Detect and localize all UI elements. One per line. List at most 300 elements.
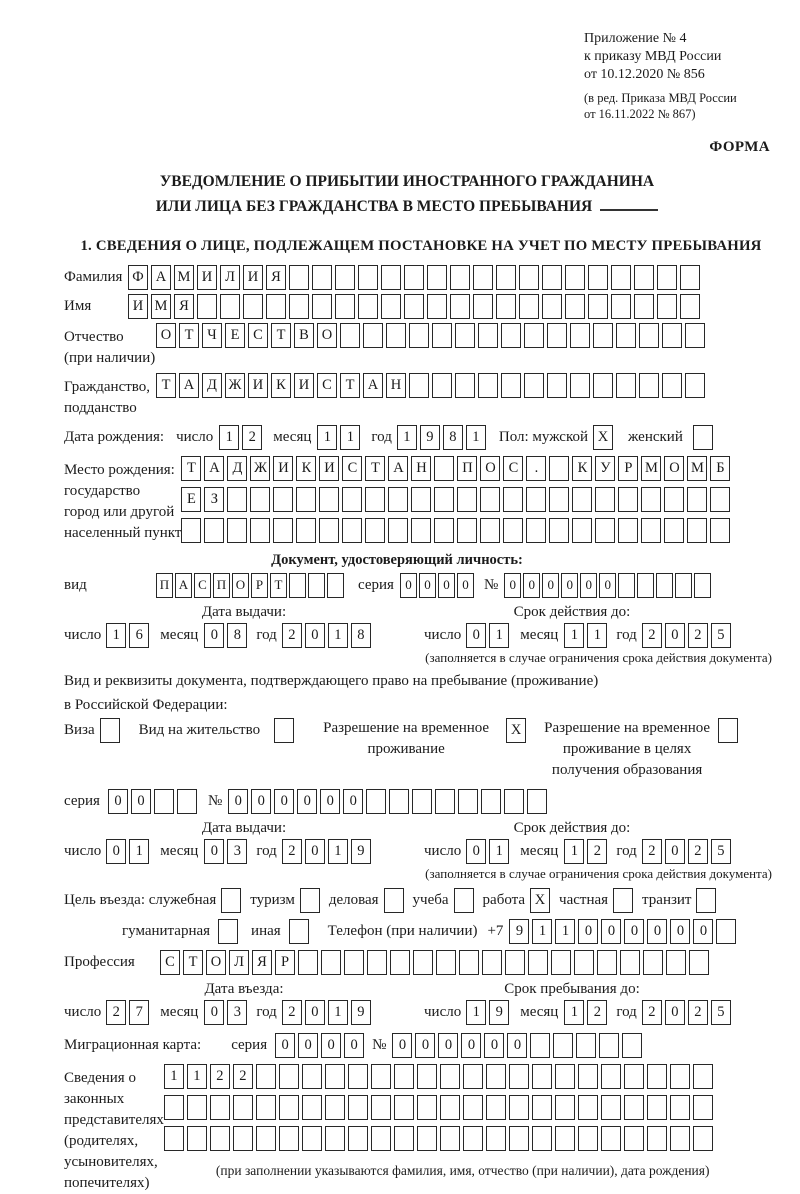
char-cell[interactable]: 0 xyxy=(665,1000,685,1025)
char-cell[interactable]: Д xyxy=(202,373,222,398)
char-cell[interactable]: 0 xyxy=(561,573,578,598)
char-cell[interactable] xyxy=(457,518,477,543)
char-cell[interactable] xyxy=(624,1064,644,1089)
char-cell[interactable] xyxy=(411,518,431,543)
char-cell[interactable] xyxy=(675,573,692,598)
char-cell[interactable] xyxy=(519,294,539,319)
char-cell[interactable]: Р xyxy=(275,950,295,975)
char-cell[interactable] xyxy=(335,294,355,319)
char-cell[interactable] xyxy=(670,1064,690,1089)
char-cell[interactable]: 2 xyxy=(210,1064,230,1089)
char-cell[interactable] xyxy=(578,1126,598,1151)
char-cell[interactable] xyxy=(289,294,309,319)
char-cell[interactable] xyxy=(454,888,474,913)
char-cell[interactable]: К xyxy=(296,456,316,481)
char-cell[interactable] xyxy=(574,950,594,975)
char-cell[interactable] xyxy=(394,1095,414,1120)
char-cell[interactable]: О xyxy=(156,323,176,348)
char-cell[interactable] xyxy=(526,487,546,512)
char-cell[interactable]: Б xyxy=(710,456,730,481)
char-cell[interactable]: 9 xyxy=(351,839,371,864)
char-cell[interactable] xyxy=(524,373,544,398)
char-cell[interactable]: 2 xyxy=(642,1000,662,1025)
char-cell[interactable]: 2 xyxy=(642,839,662,864)
char-cell[interactable]: 2 xyxy=(688,623,708,648)
char-cell[interactable]: 0 xyxy=(461,1033,481,1058)
char-cell[interactable] xyxy=(335,265,355,290)
char-cell[interactable]: 0 xyxy=(484,1033,504,1058)
char-cell[interactable] xyxy=(227,518,247,543)
char-cell[interactable]: С xyxy=(342,456,362,481)
char-cell[interactable]: Р xyxy=(618,456,638,481)
char-cell[interactable] xyxy=(570,373,590,398)
char-cell[interactable] xyxy=(618,487,638,512)
char-cell[interactable] xyxy=(250,487,270,512)
char-cell[interactable] xyxy=(432,373,452,398)
char-cell[interactable] xyxy=(593,323,613,348)
char-cell[interactable] xyxy=(459,950,479,975)
char-cell[interactable] xyxy=(371,1095,391,1120)
char-cell[interactable] xyxy=(641,518,661,543)
char-cell[interactable]: А xyxy=(204,456,224,481)
char-cell[interactable] xyxy=(685,373,705,398)
char-cell[interactable] xyxy=(390,950,410,975)
char-cell[interactable]: 0 xyxy=(438,1033,458,1058)
char-cell[interactable] xyxy=(197,294,217,319)
char-cell[interactable] xyxy=(325,1064,345,1089)
char-cell[interactable]: 2 xyxy=(587,1000,607,1025)
char-cell[interactable] xyxy=(634,265,654,290)
char-cell[interactable] xyxy=(233,1095,253,1120)
char-cell[interactable]: 0 xyxy=(204,623,224,648)
char-cell[interactable] xyxy=(450,265,470,290)
char-cell[interactable]: И xyxy=(197,265,217,290)
char-cell[interactable] xyxy=(312,265,332,290)
char-cell[interactable]: С xyxy=(317,373,337,398)
char-cell[interactable] xyxy=(457,487,477,512)
char-cell[interactable]: Ч xyxy=(202,323,222,348)
char-cell[interactable]: В xyxy=(294,323,314,348)
char-cell[interactable]: 9 xyxy=(489,1000,509,1025)
char-cell[interactable] xyxy=(300,888,320,913)
char-cell[interactable]: 0 xyxy=(523,573,540,598)
char-cell[interactable] xyxy=(340,323,360,348)
char-cell[interactable] xyxy=(501,373,521,398)
char-cell[interactable]: Т xyxy=(365,456,385,481)
char-cell[interactable] xyxy=(463,1064,483,1089)
char-cell[interactable]: 0 xyxy=(251,789,271,814)
char-cell[interactable] xyxy=(325,1126,345,1151)
char-cell[interactable]: Я xyxy=(174,294,194,319)
char-cell[interactable] xyxy=(384,888,404,913)
char-cell[interactable]: 1 xyxy=(219,425,239,450)
char-cell[interactable] xyxy=(639,323,659,348)
char-cell[interactable] xyxy=(553,1033,573,1058)
char-cell[interactable] xyxy=(595,487,615,512)
char-cell[interactable] xyxy=(302,1126,322,1151)
char-cell[interactable] xyxy=(434,518,454,543)
char-cell[interactable]: К xyxy=(572,456,592,481)
char-cell[interactable] xyxy=(409,323,429,348)
char-cell[interactable]: И xyxy=(319,456,339,481)
char-cell[interactable] xyxy=(694,573,711,598)
char-cell[interactable] xyxy=(547,323,567,348)
char-cell[interactable]: 1 xyxy=(129,839,149,864)
char-cell[interactable]: 0 xyxy=(542,573,559,598)
char-cell[interactable]: Т xyxy=(156,373,176,398)
char-cell[interactable] xyxy=(302,1064,322,1089)
char-cell[interactable] xyxy=(639,373,659,398)
char-cell[interactable] xyxy=(394,1064,414,1089)
char-cell[interactable] xyxy=(620,950,640,975)
char-cell[interactable]: Т xyxy=(270,573,287,598)
char-cell[interactable]: Н xyxy=(411,456,431,481)
char-cell[interactable] xyxy=(279,1095,299,1120)
char-cell[interactable] xyxy=(611,294,631,319)
char-cell[interactable] xyxy=(210,1126,230,1151)
char-cell[interactable] xyxy=(486,1095,506,1120)
char-cell[interactable] xyxy=(572,487,592,512)
char-cell[interactable]: Т xyxy=(271,323,291,348)
char-cell[interactable] xyxy=(710,487,730,512)
char-cell[interactable] xyxy=(289,573,306,598)
char-cell[interactable]: С xyxy=(160,950,180,975)
char-cell[interactable]: 0 xyxy=(578,919,598,944)
char-cell[interactable] xyxy=(436,950,456,975)
char-cell[interactable] xyxy=(409,373,429,398)
char-cell[interactable]: . xyxy=(526,456,546,481)
char-cell[interactable] xyxy=(613,888,633,913)
char-cell[interactable]: П xyxy=(213,573,230,598)
char-cell[interactable]: 0 xyxy=(415,1033,435,1058)
char-cell[interactable]: П xyxy=(457,456,477,481)
char-cell[interactable]: Ф xyxy=(128,265,148,290)
char-cell[interactable]: 0 xyxy=(400,573,417,598)
char-cell[interactable]: Ж xyxy=(250,456,270,481)
char-cell[interactable]: И xyxy=(128,294,148,319)
char-cell[interactable]: 8 xyxy=(351,623,371,648)
char-cell[interactable] xyxy=(273,518,293,543)
char-cell[interactable]: Т xyxy=(340,373,360,398)
char-cell[interactable] xyxy=(687,487,707,512)
char-cell[interactable]: С xyxy=(503,456,523,481)
char-cell[interactable]: А xyxy=(175,573,192,598)
char-cell[interactable]: К xyxy=(271,373,291,398)
char-cell[interactable] xyxy=(256,1095,276,1120)
char-cell[interactable] xyxy=(478,323,498,348)
char-cell[interactable] xyxy=(634,294,654,319)
char-cell[interactable] xyxy=(542,294,562,319)
char-cell[interactable]: 1 xyxy=(106,623,126,648)
char-cell[interactable]: О xyxy=(480,456,500,481)
char-cell[interactable] xyxy=(693,1126,713,1151)
char-cell[interactable] xyxy=(187,1126,207,1151)
char-cell[interactable]: 0 xyxy=(624,919,644,944)
char-cell[interactable]: З xyxy=(204,487,224,512)
char-cell[interactable]: Е xyxy=(225,323,245,348)
char-cell[interactable] xyxy=(473,265,493,290)
char-cell[interactable] xyxy=(187,1095,207,1120)
char-cell[interactable]: 5 xyxy=(711,839,731,864)
char-cell[interactable]: 0 xyxy=(438,573,455,598)
char-cell[interactable] xyxy=(664,487,684,512)
char-cell[interactable] xyxy=(509,1095,529,1120)
char-cell[interactable] xyxy=(542,265,562,290)
char-cell[interactable]: О xyxy=(232,573,249,598)
char-cell[interactable] xyxy=(662,373,682,398)
char-cell[interactable]: 9 xyxy=(509,919,529,944)
char-cell[interactable]: 0 xyxy=(275,1033,295,1058)
char-cell[interactable] xyxy=(532,1126,552,1151)
char-cell[interactable] xyxy=(463,1126,483,1151)
char-cell[interactable] xyxy=(588,265,608,290)
char-cell[interactable]: 2 xyxy=(282,1000,302,1025)
char-cell[interactable] xyxy=(342,518,362,543)
char-cell[interactable] xyxy=(509,1126,529,1151)
char-cell[interactable] xyxy=(154,789,174,814)
char-cell[interactable]: 2 xyxy=(688,839,708,864)
char-cell[interactable] xyxy=(266,294,286,319)
char-cell[interactable] xyxy=(371,1126,391,1151)
char-cell[interactable] xyxy=(551,950,571,975)
char-cell[interactable]: 8 xyxy=(443,425,463,450)
char-cell[interactable]: 1 xyxy=(466,1000,486,1025)
char-cell[interactable]: Т xyxy=(179,323,199,348)
char-cell[interactable] xyxy=(549,487,569,512)
char-cell[interactable] xyxy=(381,265,401,290)
char-cell[interactable] xyxy=(689,950,709,975)
char-cell[interactable] xyxy=(486,1064,506,1089)
char-cell[interactable]: 0 xyxy=(297,789,317,814)
char-cell[interactable]: И xyxy=(273,456,293,481)
char-cell[interactable] xyxy=(622,1033,642,1058)
char-cell[interactable]: 5 xyxy=(711,1000,731,1025)
char-cell[interactable] xyxy=(685,323,705,348)
char-cell[interactable] xyxy=(478,373,498,398)
char-cell[interactable]: 2 xyxy=(106,1000,126,1025)
char-cell[interactable] xyxy=(718,718,738,743)
char-cell[interactable]: 1 xyxy=(328,1000,348,1025)
char-cell[interactable]: 0 xyxy=(321,1033,341,1058)
char-cell[interactable] xyxy=(181,518,201,543)
char-cell[interactable]: 1 xyxy=(187,1064,207,1089)
char-cell[interactable]: 0 xyxy=(274,789,294,814)
char-cell[interactable]: Т xyxy=(183,950,203,975)
char-cell[interactable] xyxy=(417,1126,437,1151)
char-cell[interactable] xyxy=(504,789,524,814)
char-cell[interactable]: X xyxy=(530,888,550,913)
char-cell[interactable] xyxy=(404,294,424,319)
char-cell[interactable] xyxy=(710,518,730,543)
char-cell[interactable]: 1 xyxy=(466,425,486,450)
char-cell[interactable]: Я xyxy=(266,265,286,290)
char-cell[interactable] xyxy=(319,518,339,543)
char-cell[interactable] xyxy=(716,919,736,944)
char-cell[interactable] xyxy=(296,518,316,543)
char-cell[interactable] xyxy=(371,1064,391,1089)
char-cell[interactable] xyxy=(503,487,523,512)
char-cell[interactable]: 1 xyxy=(587,623,607,648)
char-cell[interactable] xyxy=(572,518,592,543)
char-cell[interactable]: 0 xyxy=(344,1033,364,1058)
char-cell[interactable] xyxy=(427,265,447,290)
char-cell[interactable] xyxy=(601,1064,621,1089)
char-cell[interactable]: 7 xyxy=(129,1000,149,1025)
char-cell[interactable] xyxy=(519,265,539,290)
char-cell[interactable] xyxy=(256,1064,276,1089)
char-cell[interactable]: 5 xyxy=(711,623,731,648)
char-cell[interactable] xyxy=(576,1033,596,1058)
char-cell[interactable]: 1 xyxy=(328,839,348,864)
char-cell[interactable]: 0 xyxy=(601,919,621,944)
char-cell[interactable] xyxy=(532,1064,552,1089)
char-cell[interactable] xyxy=(503,518,523,543)
char-cell[interactable]: 0 xyxy=(419,573,436,598)
char-cell[interactable] xyxy=(486,1126,506,1151)
char-cell[interactable] xyxy=(435,789,455,814)
char-cell[interactable]: 1 xyxy=(397,425,417,450)
char-cell[interactable] xyxy=(666,950,686,975)
char-cell[interactable] xyxy=(526,518,546,543)
char-cell[interactable] xyxy=(664,518,684,543)
char-cell[interactable] xyxy=(505,950,525,975)
char-cell[interactable]: 2 xyxy=(587,839,607,864)
char-cell[interactable] xyxy=(381,294,401,319)
char-cell[interactable] xyxy=(662,323,682,348)
char-cell[interactable]: 3 xyxy=(227,839,247,864)
char-cell[interactable] xyxy=(204,518,224,543)
char-cell[interactable] xyxy=(256,1126,276,1151)
char-cell[interactable]: А xyxy=(179,373,199,398)
char-cell[interactable] xyxy=(578,1095,598,1120)
char-cell[interactable] xyxy=(432,323,452,348)
char-cell[interactable]: Е xyxy=(181,487,201,512)
char-cell[interactable] xyxy=(565,265,585,290)
char-cell[interactable] xyxy=(389,789,409,814)
char-cell[interactable] xyxy=(348,1064,368,1089)
char-cell[interactable] xyxy=(327,573,344,598)
char-cell[interactable]: Д xyxy=(227,456,247,481)
char-cell[interactable]: 0 xyxy=(466,839,486,864)
char-cell[interactable] xyxy=(363,323,383,348)
char-cell[interactable] xyxy=(643,950,663,975)
char-cell[interactable]: 0 xyxy=(507,1033,527,1058)
char-cell[interactable] xyxy=(250,518,270,543)
char-cell[interactable] xyxy=(509,1064,529,1089)
char-cell[interactable]: 0 xyxy=(599,573,616,598)
char-cell[interactable] xyxy=(440,1126,460,1151)
char-cell[interactable] xyxy=(501,323,521,348)
char-cell[interactable]: 2 xyxy=(688,1000,708,1025)
char-cell[interactable] xyxy=(524,323,544,348)
char-cell[interactable] xyxy=(547,373,567,398)
char-cell[interactable]: 0 xyxy=(392,1033,412,1058)
char-cell[interactable] xyxy=(496,294,516,319)
char-cell[interactable] xyxy=(279,1064,299,1089)
char-cell[interactable] xyxy=(616,323,636,348)
char-cell[interactable]: Н xyxy=(386,373,406,398)
char-cell[interactable] xyxy=(366,789,386,814)
char-cell[interactable]: 2 xyxy=(282,623,302,648)
char-cell[interactable] xyxy=(404,265,424,290)
char-cell[interactable] xyxy=(599,1033,619,1058)
char-cell[interactable]: 1 xyxy=(532,919,552,944)
char-cell[interactable]: У xyxy=(595,456,615,481)
char-cell[interactable]: 0 xyxy=(504,573,521,598)
char-cell[interactable]: 0 xyxy=(305,1000,325,1025)
char-cell[interactable] xyxy=(693,1064,713,1089)
char-cell[interactable]: 0 xyxy=(343,789,363,814)
char-cell[interactable] xyxy=(549,518,569,543)
char-cell[interactable] xyxy=(588,294,608,319)
char-cell[interactable]: 0 xyxy=(106,839,126,864)
char-cell[interactable]: 1 xyxy=(555,919,575,944)
char-cell[interactable] xyxy=(624,1095,644,1120)
char-cell[interactable]: 6 xyxy=(129,623,149,648)
char-cell[interactable] xyxy=(411,487,431,512)
char-cell[interactable] xyxy=(637,573,654,598)
char-cell[interactable]: 3 xyxy=(227,1000,247,1025)
char-cell[interactable]: М xyxy=(151,294,171,319)
char-cell[interactable] xyxy=(279,1126,299,1151)
char-cell[interactable]: М xyxy=(687,456,707,481)
char-cell[interactable] xyxy=(482,950,502,975)
char-cell[interactable] xyxy=(312,294,332,319)
char-cell[interactable] xyxy=(656,573,673,598)
char-cell[interactable] xyxy=(218,919,238,944)
char-cell[interactable] xyxy=(298,950,318,975)
char-cell[interactable] xyxy=(434,456,454,481)
char-cell[interactable] xyxy=(647,1064,667,1089)
char-cell[interactable] xyxy=(593,373,613,398)
char-cell[interactable]: 2 xyxy=(242,425,262,450)
char-cell[interactable]: 0 xyxy=(580,573,597,598)
char-cell[interactable] xyxy=(481,789,501,814)
char-cell[interactable]: 1 xyxy=(489,839,509,864)
char-cell[interactable] xyxy=(555,1064,575,1089)
char-cell[interactable] xyxy=(365,487,385,512)
char-cell[interactable] xyxy=(358,265,378,290)
char-cell[interactable]: С xyxy=(248,323,268,348)
char-cell[interactable] xyxy=(164,1095,184,1120)
char-cell[interactable]: 9 xyxy=(351,1000,371,1025)
char-cell[interactable] xyxy=(549,456,569,481)
char-cell[interactable] xyxy=(388,518,408,543)
char-cell[interactable] xyxy=(388,487,408,512)
char-cell[interactable]: Ж xyxy=(225,373,245,398)
char-cell[interactable] xyxy=(344,950,364,975)
char-cell[interactable] xyxy=(455,323,475,348)
char-cell[interactable]: 0 xyxy=(665,623,685,648)
char-cell[interactable]: X xyxy=(506,718,526,743)
char-cell[interactable]: С xyxy=(194,573,211,598)
char-cell[interactable]: 2 xyxy=(282,839,302,864)
char-cell[interactable]: 1 xyxy=(317,425,337,450)
char-cell[interactable] xyxy=(221,888,241,913)
char-cell[interactable]: И xyxy=(294,373,314,398)
char-cell[interactable] xyxy=(647,1126,667,1151)
char-cell[interactable]: Р xyxy=(251,573,268,598)
char-cell[interactable] xyxy=(365,518,385,543)
char-cell[interactable] xyxy=(342,487,362,512)
char-cell[interactable] xyxy=(273,487,293,512)
char-cell[interactable] xyxy=(367,950,387,975)
char-cell[interactable]: 0 xyxy=(665,839,685,864)
char-cell[interactable]: 8 xyxy=(227,623,247,648)
char-cell[interactable]: 0 xyxy=(693,919,713,944)
char-cell[interactable] xyxy=(243,294,263,319)
char-cell[interactable] xyxy=(616,373,636,398)
